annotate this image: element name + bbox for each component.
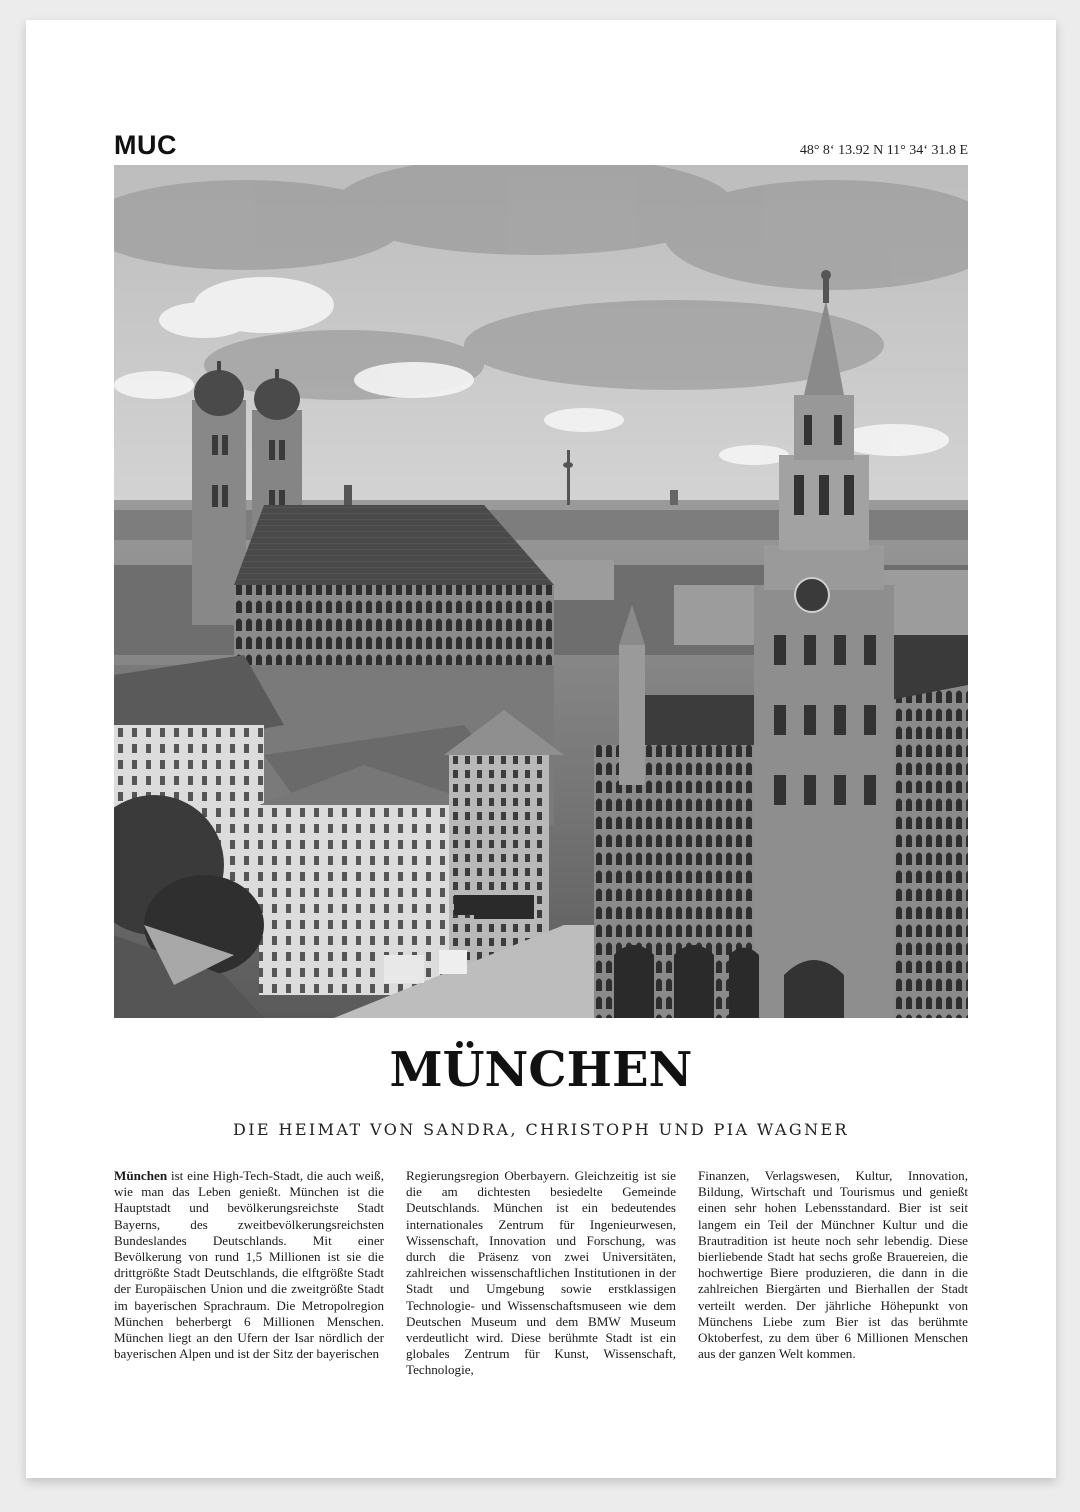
poster [26, 20, 1056, 1478]
column-3-text: Finanzen, Verlagswesen, Kultur, Innovation, Bildung, Wirtschaft und Tourismus und genießt einen sehr hohen Lebensstandard. Bier ist seit langem ein Teil der Münchner Kultur und die Brautradition ist heute noch sehr lebendig. Diese bierliebende Stadt hat sechs große Brauereien, die hochwertige Biere produzieren, die dann in die zahlreichen Biergärten und Bierhallen der Stadt verteilt werden. Der jährliche Höhepunkt von Münchens Liebe zum Bier ist das berühmte Oktoberfest, zu dem über 6 Millionen Menschen aus der ganzen Welt kommen. [698, 1168, 968, 1362]
city-photo [114, 165, 968, 1018]
column-1-text: ist eine High-Tech-Stadt, die auch weiß, wie man das Leben genießt. München ist die Hauptstadt und bevölkerungsreichste Stadt Bayerns, des zweitbevölkerungsreichsten Bundeslandes Deutschlands. Mit einer Bevölkerung von rund 1,5 Millionen ist sie die drittgrößte Stadt Deutschlands, die elftgrößte Stadt der Europäischen Union und die zweitgrößte Stadt im bayerischen Sprachraum. Die Metropolregion München beherbergt 6 Millionen Menschen. München liegt an den Ufern der Isar nördlich der bayerischen Alpen und ist der Sitz der bayerischen [114, 1168, 384, 1362]
lead-word: München [114, 1168, 168, 1183]
city-code: MUC [114, 130, 177, 160]
body-text [114, 1168, 968, 1379]
dedication-subtitle: DIE HEIMAT VON SANDRA, CHRISTOPH UND PIA WAGNER [232, 1120, 850, 1139]
column-2-text: Regierungsregion Oberbayern. Gleichzeitig ist sie die am dichtesten besiedelte Gemeinde Deutschlands. München ist ein bedeutendes internationales Zentrum für Ingenieurwesen, Wissenschaft, Innovation und Forschung, was durch die Präsenz von zwei Universitäten, zahlreichen wissenschaftlichen Institutionen in der Stadt und Umgebung sowie erstklassigen Technologie- und Wissenschaftsmuseen wie dem Deutschen Museum und dem BMW Museum verdeutlicht wird. Diese berühmte Stadt ist ein globales Zentrum für Kunst, Wissenschaft, Technologie, [406, 1168, 676, 1378]
text-column-2 [406, 1168, 676, 1379]
coordinates: 48° 8‘ 13.92 N 11° 34‘ 31.8 E [799, 143, 968, 158]
city-title: MÜNCHEN [389, 1042, 693, 1098]
text-column-1 [114, 1168, 384, 1379]
munich-skyline-photo-illustration [114, 165, 968, 1018]
text-column-3 [698, 1168, 968, 1379]
